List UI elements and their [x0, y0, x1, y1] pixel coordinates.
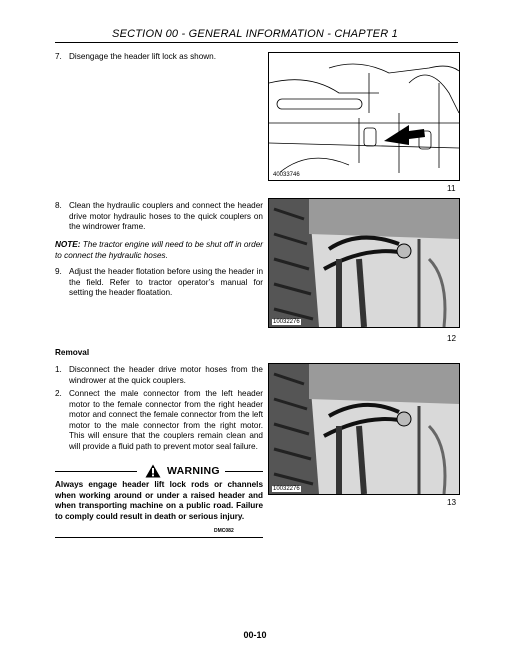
section-title: SECTION 00 - GENERAL INFORMATION - CHAPTER 1	[112, 28, 398, 40]
figure-11-photo	[268, 52, 460, 181]
step-text: Clean the hydraulic couplers and connect the header drive motor hydraulic hoses to the quick couplers on the windrower frame.	[69, 201, 263, 232]
figure-caption: 10032276	[273, 486, 300, 492]
note-label: NOTE:	[55, 240, 81, 249]
figure-13-photo	[268, 363, 460, 495]
figure-number: 11	[447, 184, 456, 193]
removal-step-2	[55, 389, 263, 453]
figure-caption: 10032276	[273, 319, 300, 325]
page-number: 00-10	[243, 630, 267, 640]
figure-number: 13	[447, 498, 457, 507]
warning-code: DMC082	[214, 528, 234, 534]
header-lift-lock-illustration	[269, 53, 459, 180]
removal-heading: Removal	[55, 348, 90, 357]
warning-rule-right	[225, 471, 263, 472]
warning-header	[55, 464, 263, 478]
header-rule	[55, 42, 458, 43]
figure-12-photo	[268, 198, 460, 328]
step-number: 1.	[55, 365, 62, 374]
step-number: 8.	[55, 201, 62, 210]
step-8	[55, 201, 263, 233]
step-7	[55, 52, 263, 63]
figure-number: 12	[447, 334, 457, 343]
connected-couplers-photo	[269, 364, 459, 494]
step-number: 7.	[55, 52, 62, 61]
hydraulic-couplers-photo	[269, 199, 459, 327]
step-number: 9.	[55, 267, 62, 276]
step-text: Connect the male connector from the left header motor to the female connector from the right header motor and connect the female connector from the left motor to the male connector from the right motor. This will ensure that the couplers remain clean and will provide a fluid path to prevent motor seal failure.	[69, 389, 263, 451]
warning-triangle-icon	[145, 464, 161, 478]
step-9	[55, 267, 263, 299]
step-text: Adjust the header flotation before using the header in the field. Refer to tractor operator’s manual for setting the header floatation.	[69, 267, 263, 298]
note	[55, 240, 263, 261]
warning-bottom-rule	[55, 537, 263, 538]
warning-rule-left	[55, 471, 137, 472]
warning-title: WARNING	[167, 465, 220, 477]
warning-text: Always engage header lift lock rods or channels when working around or under a raised header and when transporting machine on a public road. Failure to comply could result in death or serious injury.	[55, 480, 263, 521]
figure-caption: 40033746	[273, 172, 300, 178]
step-number: 2.	[55, 389, 62, 398]
step-text: Disengage the header lift lock as shown.	[69, 52, 217, 61]
step-text: Disconnect the header drive motor hoses from the windrower at the quick couplers.	[69, 365, 263, 385]
note-text: The tractor engine will need to be shut off in order to connect the hydraulic hoses.	[55, 240, 263, 260]
removal-step-1	[55, 365, 263, 386]
